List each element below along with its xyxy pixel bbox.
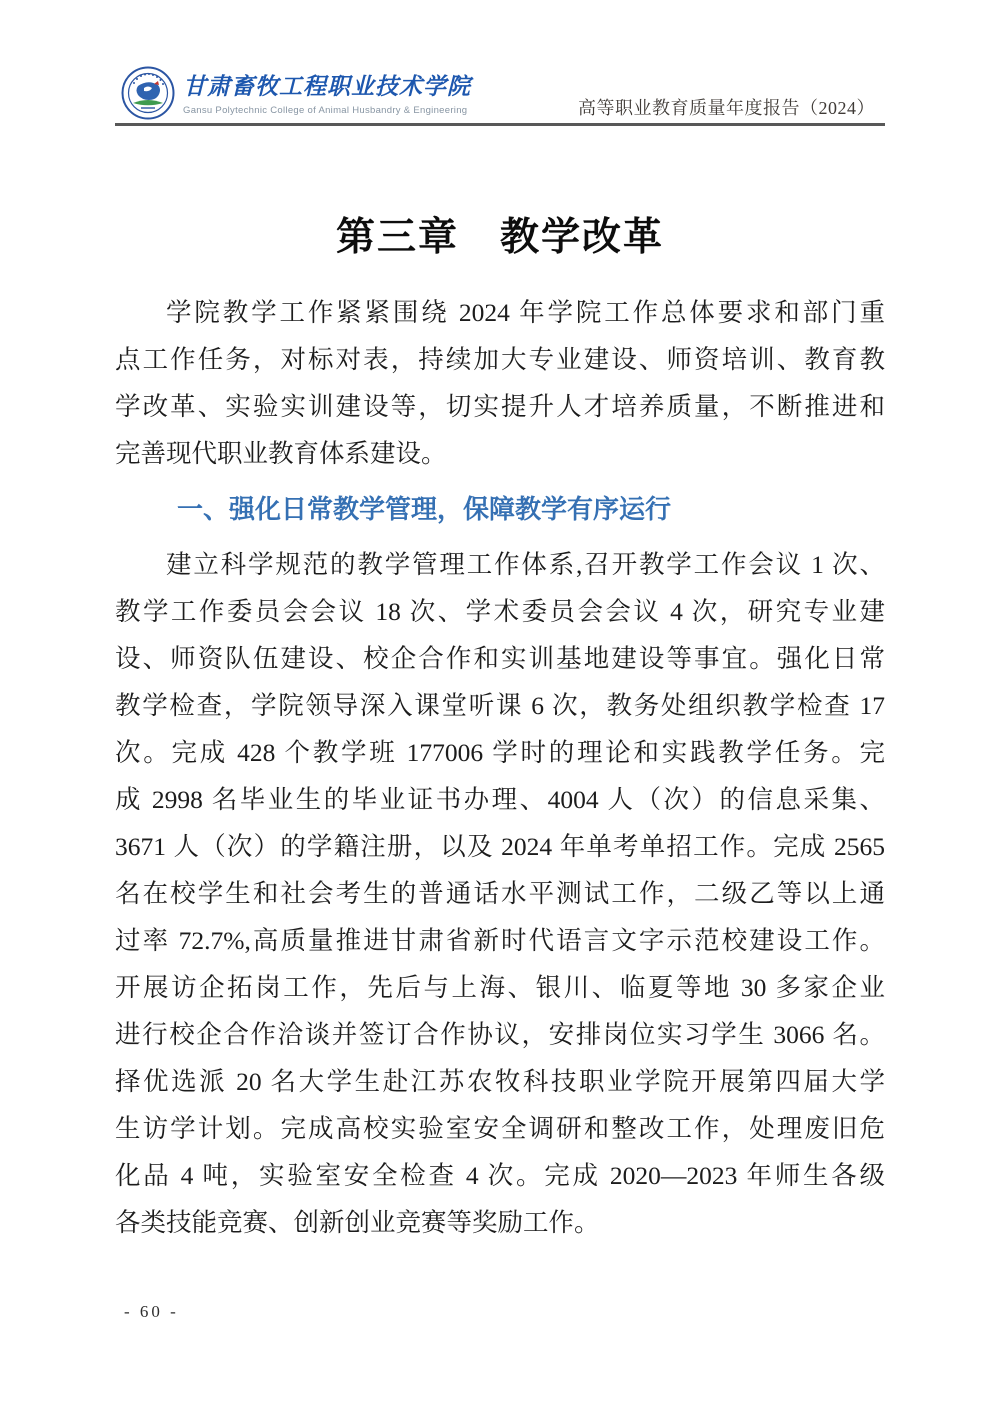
text-line: 设、师资队伍建设、校企合作和实训基地建设等事宜。强化日常 <box>115 644 885 673</box>
page-header <box>115 64 885 122</box>
text-line: 学院教学工作紧紧围绕 2024 年学院工作总体要求和部门重 <box>166 298 885 327</box>
text-line: 成 2998 名毕业生的毕业证书办理、4004 人（次）的信息采集、 <box>115 785 885 814</box>
text-line: 建立科学规范的教学管理工作体系,召开教学工作会议 1 次、 <box>166 550 885 579</box>
section-heading: 一、强化日常教学管理，保障教学有序运行 <box>177 494 672 524</box>
header-divider <box>115 123 885 126</box>
college-logo-icon <box>121 66 175 120</box>
text-line: 化品 4 吨，实验室安全检查 4 次。完成 2020—2023 年师生各级 <box>115 1161 885 1190</box>
text-line: 进行校企合作洽谈并签订合作协议，安排岗位实习学生 3066 名。 <box>115 1020 885 1049</box>
report-title: 高等职业教育质量年度报告（2024） <box>578 98 875 118</box>
text-line: 次。完成 428 个教学班 177006 学时的理论和实践教学任务。完 <box>115 738 885 767</box>
college-name-zh: 甘肃畜牧工程职业技术学院 <box>183 74 471 99</box>
text-line: 教学工作委员会会议 18 次、学术委员会会议 4 次，研究专业建 <box>115 597 885 626</box>
text-line: 完善现代职业教育体系建设。 <box>115 439 447 468</box>
text-line: 名在校学生和社会考生的普通话水平测试工作，二级乙等以上通 <box>115 879 885 908</box>
college-name-block <box>183 68 471 116</box>
text-line: 择优选派 20 名大学生赴江苏农牧科技职业学院开展第四届大学 <box>115 1067 885 1096</box>
text-line: 教学检查，学院领导深入课堂听课 6 次，教务处组织教学检查 17 <box>115 691 885 720</box>
text-line: 点工作任务，对标对表，持续加大专业建设、师资培训、教育教 <box>115 345 885 374</box>
text-line: 各类技能竞赛、创新创业竞赛等奖励工作。 <box>115 1208 600 1237</box>
college-name-en: Gansu Polytechnic College of Animal Husbandry & Engineering <box>183 105 468 116</box>
text-line: 开展访企拓岗工作，先后与上海、银川、临夏等地 30 多家企业 <box>115 973 885 1002</box>
paragraph-section-body <box>115 541 885 1246</box>
text-line: 过率 72.7%,高质量推进甘肃省新时代语言文字示范校建设工作。 <box>115 926 885 955</box>
chapter-title: 第三章 教学改革 <box>335 216 664 259</box>
page-number: - 60 - <box>124 1302 179 1321</box>
paragraph-intro <box>115 289 885 477</box>
text-line: 学改革、实验实训建设等，切实提升人才培养质量，不断推进和 <box>115 392 885 421</box>
text-line: 生访学计划。完成高校实验室安全调研和整改工作，处理废旧危 <box>115 1114 885 1143</box>
text-line: 3671 人（次）的学籍注册，以及 2024 年单考单招工作。完成 2565 <box>115 832 885 861</box>
